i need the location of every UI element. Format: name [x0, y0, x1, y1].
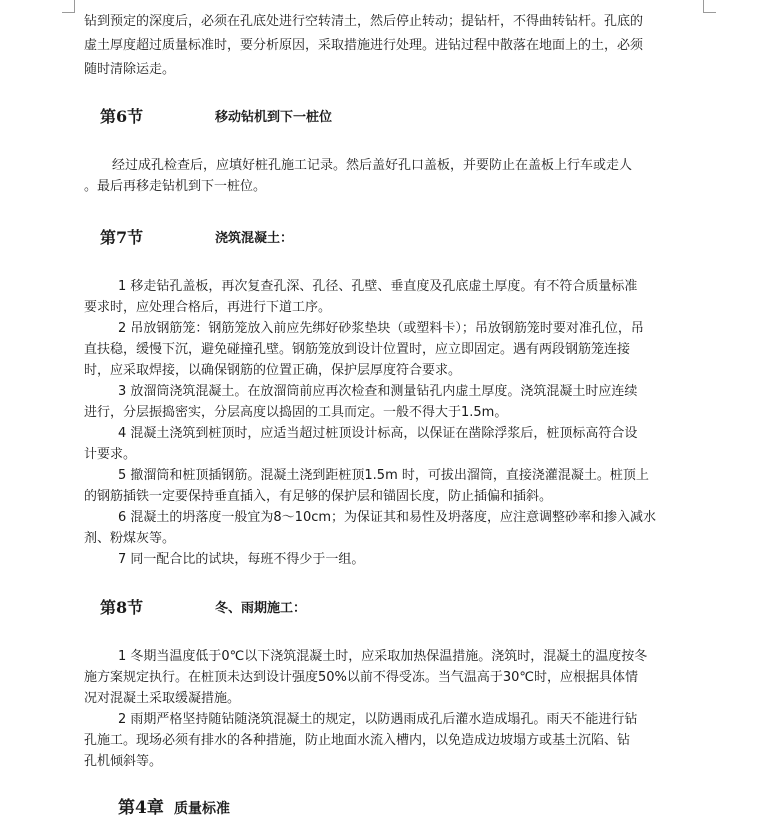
section-7-line: 2 吊放钢筋笼：钢筋笼放入前应先绑好砂浆垫块（或塑料卡）；吊放钢筋笼时要对准孔位，吊 [118, 321, 644, 336]
section-8-line: 1 冬期当温度低于0℃以下浇筑混凝土时，应采取加热保温措施。浇筑时，混凝土的温度按冬 [118, 649, 648, 664]
section-7-line: 时，应采取焊接，以确保钢筋的位置正确，保护层厚度符合要求。 [84, 363, 462, 378]
section-8-line: 孔施工。现场必须有排水的各种措施，防止地面水流入槽内，以免造成边坡塌方或基土沉陷、钻 [84, 733, 631, 748]
section-7-line: 6 混凝土的坍落度一般宜为8～10cm；为保证其和易性及坍落度，应注意调整砂率和掺入减水 [118, 510, 657, 525]
intro-line: 随时清除运走。 [84, 62, 176, 77]
section-number: 第7节 [100, 228, 144, 247]
section-number: 第8节 [100, 598, 144, 617]
section-7-line: 直扶稳，缓慢下沉，避免碰撞孔壁。钢筋笼放到设计位置时，应立即固定。遇有两段钢筋笼连接 [84, 342, 631, 357]
section-7-line: 的钢筋插铁一定要保持垂直插入，有足够的保护层和锚固长度，防止插偏和插斜。 [84, 489, 553, 504]
section-6-line: 。最后再移走钻机到下一桩位。 [84, 179, 267, 194]
section-7-line: 3 放溜筒浇筑混凝土。在放溜筒前应再次检查和测量钻孔内虚土厚度。浇筑混凝土时应连续 [118, 384, 638, 399]
intro-line: 钻到预定的深度后，必须在孔底处进行空转清土，然后停止转动；提钻杆，不得曲转钻杆。孔底的 [84, 14, 644, 29]
section-7-line: 计要求。 [84, 447, 137, 462]
section-title: 浇筑混凝土： [215, 231, 294, 246]
chapter-title: 质量标准 [174, 801, 230, 817]
section-7-line: 7 同一配合比的试块，每班不得少于一组。 [118, 552, 365, 567]
section-8-line: 况对混凝土采取缓凝措施。 [84, 691, 241, 706]
section-7-line: 4 混凝土浇筑到桩顶时，应适当超过桩顶设计标高，以保证在凿除浮浆后，桩顶标高符合设 [118, 426, 638, 441]
section-7-line: 进行，分层振捣密实，分层高度以捣固的工具而定。一般不得大于1.5m。 [84, 405, 508, 420]
section-title: 冬、雨期施工： [215, 601, 307, 616]
section-8-line: 2 雨期严格坚持随钻随浇筑混凝土的规定，以防遇雨成孔后灌水造成塌孔。雨天不能进行钻 [118, 712, 638, 727]
margin-corner-mark-right [703, 0, 716, 13]
section-6-line: 经过成孔检查后，应填好桩孔施工记录。然后盖好孔口盖板，并要防止在盖板上行车或走人 [112, 158, 633, 173]
section-8-line: 孔机倾斜等。 [84, 754, 163, 769]
margin-corner-mark-left [62, 0, 75, 13]
chapter-number: 第4章 [118, 798, 164, 818]
section-7-line: 1 移走钻孔盖板，再次复查孔深、孔径、孔壁、垂直度及孔底虚土厚度。有不符合质量标准 [118, 279, 638, 294]
section-7-line: 要求时，应处理合格后，再进行下道工序。 [84, 300, 332, 315]
section-8-line: 施方案规定执行。在桩顶未达到设计强度50%以前不得受冻。当气温高于30℃时，应根据具体情 [84, 670, 639, 685]
section-title: 移动钻机到下一桩位 [215, 110, 333, 125]
intro-line: 虚土厚度超过质量标准时，要分析原因，采取措施进行处理。进钻过程中散落在地面上的土，必须 [84, 38, 644, 53]
section-7-line: 剂、粉煤灰等。 [84, 531, 176, 546]
section-7-line: 5 撤溜筒和桩顶插钢筋。混凝土浇到距桩顶1.5m 时，可拔出溜筒，直接浇灌混凝土。桩顶上 [118, 468, 649, 483]
section-number: 第6节 [100, 107, 144, 126]
